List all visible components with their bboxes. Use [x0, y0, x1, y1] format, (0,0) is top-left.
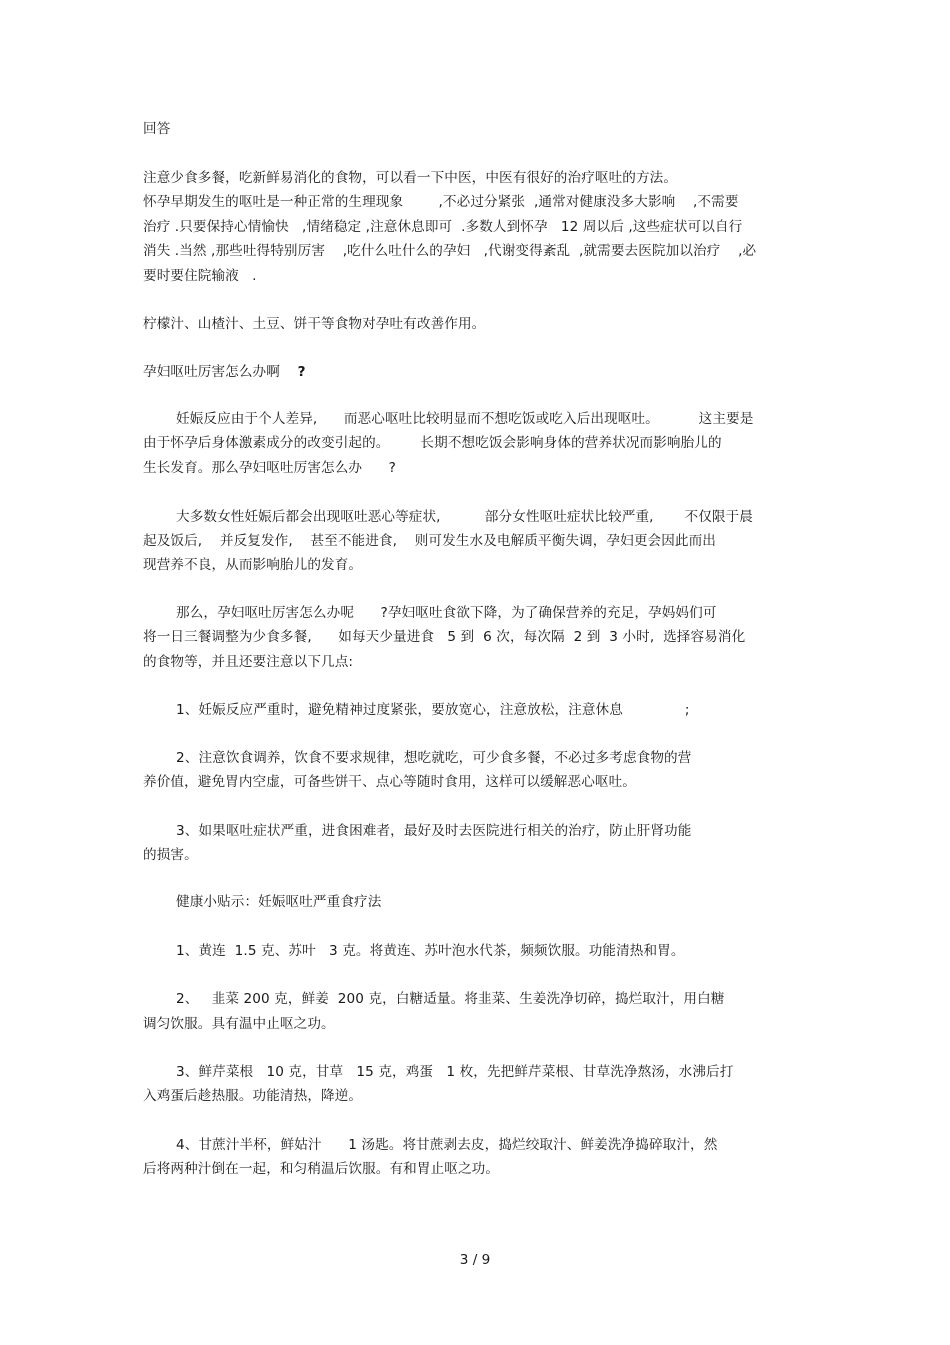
tip-heading: 健康小贴示：妊娠呕吐严重食疗法 — [176, 894, 382, 910]
section-title-text: 孕妇呕吐厉害怎么办啊 — [143, 364, 298, 380]
list-item: 4、甘蔗汁半杯，鲜姑汁 1 汤匙。将甘蔗剥去皮，捣烂绞取汁、鲜姜洗净捣碎取汁，然 — [176, 1137, 718, 1153]
list-item: 1、妊娠反应严重时，避免精神过度紧张，要放宽心，注意放松，注意休息 ; — [176, 702, 690, 718]
text-line: 后将两种汁倒在一起，和匀稍温后饮服。有和胃止呕之功。 — [143, 1161, 500, 1177]
section-title-mark: ? — [297, 364, 306, 380]
text-line: 调匀饮服。具有温中止呕之功。 — [143, 1016, 335, 1032]
list-item: 3、鲜芹菜根 10 克，甘草 15 克，鸡蛋 1 枚，先把鲜芹菜根、甘草洗净熬汤，水沸后打 — [176, 1064, 734, 1080]
page-number: 3 / 9 — [459, 1252, 491, 1268]
heading-answer: 回答 — [143, 121, 171, 137]
text-line: 生长发育。那么孕妇呕吐厉害怎么办 ? — [143, 460, 396, 476]
text-line: 由于怀孕后身体激素成分的改变引起的。 长期不想吃饭会影响身体的营养状况而影响胎儿的 — [143, 435, 722, 451]
text-line: 消失 .当然 ,那些吐得特别厉害 ,吃什么吐什么的孕妇 ,代谢变得紊乱 ,就需要去医院加以治疗 ,必 — [143, 243, 757, 259]
text-line: 起及饭后, 并反复发作, 甚至不能进食, 则可发生水及电解质平衡失调，孕妇更会因此而出 — [143, 533, 716, 549]
text-line: 将一日三餐调整为少食多餐, 如每天少量进食 5 到 6 次，每次隔 2 到 3 小时, 选择容易消化 — [143, 629, 746, 645]
text-line: 要时要住院输液 . — [143, 268, 257, 284]
text-line: 入鸡蛋后趁热服。功能清热，降逆。 — [143, 1088, 363, 1104]
text-line: 妊娠反应由于个人差异, 而恶心呕吐比较明显而不想吃饭或吃入后出现呕吐。 这主要是 — [176, 411, 754, 427]
list-item: 3、如果呕吐症状严重，进食困难者，最好及时去医院进行相关的治疗，防止肝肾功能 — [176, 823, 692, 839]
text-line: 现营养不良，从而影响胎儿的发育。 — [143, 557, 363, 573]
list-item: 2、注意饮食调养，饮食不要求规律，想吃就吃，可少食多餐，不必过多考虑食物的营 — [176, 750, 692, 766]
text-line: 那么，孕妇呕吐厉害怎么办呢 ?孕妇呕吐食欲下降，为了确保营养的充足，孕妈妈们可 — [176, 605, 717, 621]
text-line: 柠檬汁、山楂汁、土豆、饼干等食物对孕吐有改善作用。 — [143, 316, 486, 332]
text-line: 大多数女性妊娠后都会出现呕吐恶心等症状, 部分女性呕吐症状比较严重, 不仅限于晨 — [176, 509, 753, 525]
text-line: 怀孕早期发生的呕吐是一种正常的生理现象 ,不必过分紧张 ,通常对健康没多大影响 ,不需要 — [143, 194, 739, 210]
text-line: 注意少食多餐，吃新鲜易消化的食物，可以看一下中医，中医有很好的治疗呕吐的方法。 — [143, 170, 678, 186]
list-item: 1、黄连 1.5 克、苏叶 3 克。将黄连、苏叶泡水代茶，频频饮服。功能清热和胃。 — [176, 943, 685, 959]
list-item: 2、 韭菜 200 克，鲜姜 200 克，白糖适量。将韭菜、生姜洗净切碎，捣烂取汁，用白糖 — [176, 991, 725, 1007]
text-line: 的损害。 — [143, 847, 198, 863]
text-line: 养价值，避免胃内空虚，可备些饼干、点心等随时食用，这样可以缓解恶心呕吐。 — [143, 774, 636, 790]
section-title — [143, 363, 306, 381]
text-line: 的食物等，并且还要注意以下几点: — [143, 654, 354, 670]
text-line: 治疗 .只要保持心情愉快 ,情绪稳定 ,注意休息即可 .多数人到怀孕 12 周以后 ,这些症状可以自行 — [143, 219, 743, 235]
